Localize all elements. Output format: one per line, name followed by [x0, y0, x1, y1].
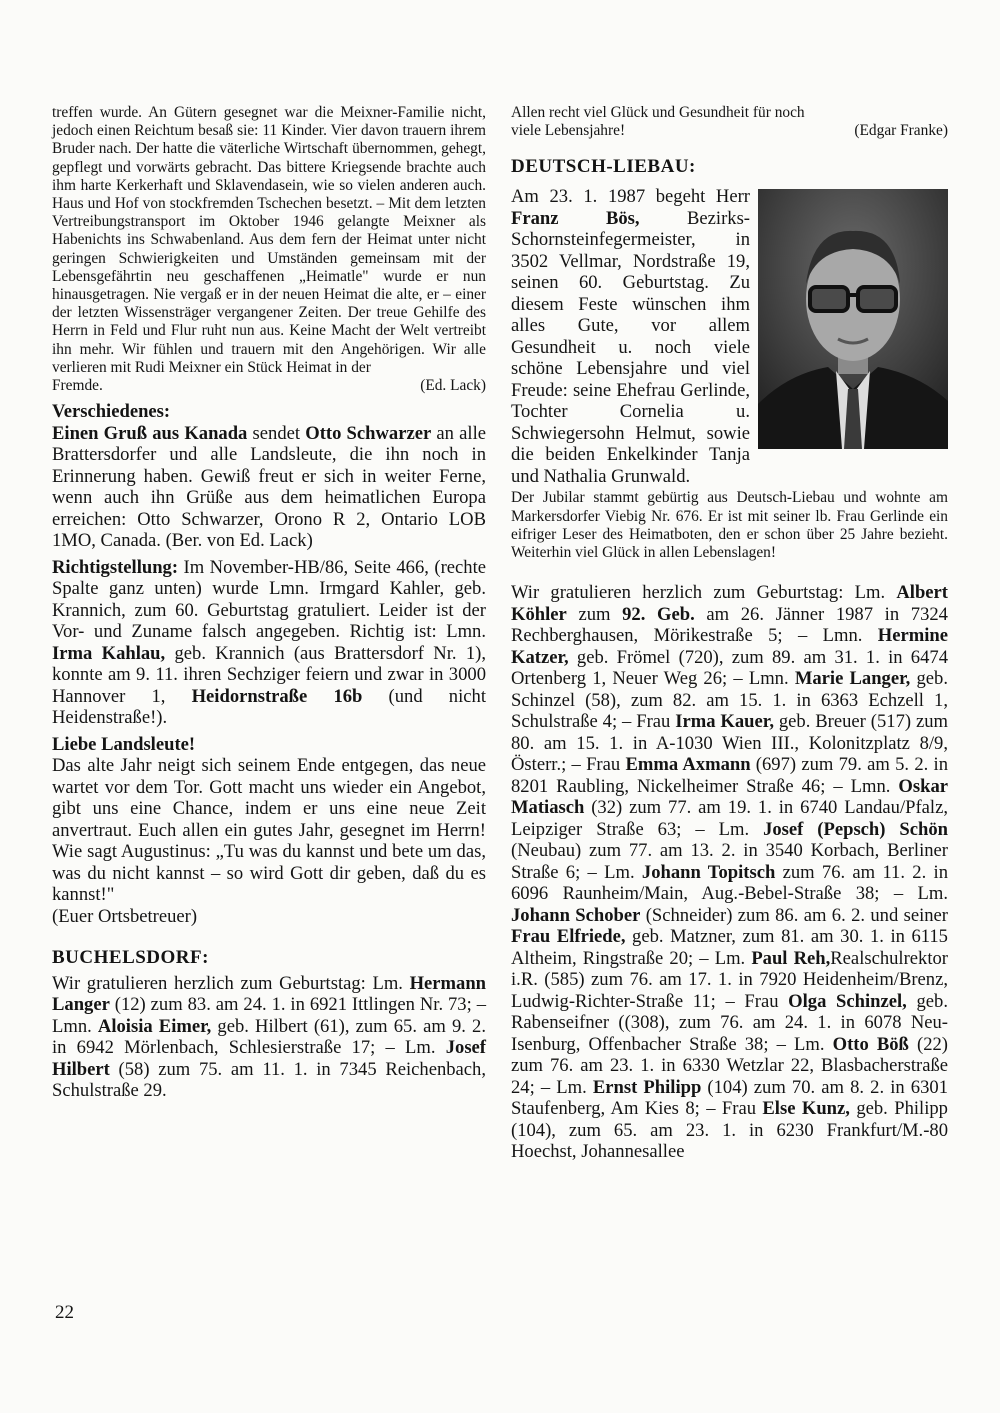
gb-text: geb. Philipp (104), zum 65. am 23. 1. in 6230 Frankfurt/M.-80 Hoechst, Johannesallee	[511, 1098, 948, 1163]
intro-closing	[511, 122, 948, 140]
gb-text: geb. Rabenseifner ((308), zum 76. am 24. 1. in 6078 Neu-Isenburg, Offenbacher Straße 38; – Lm.	[511, 990, 948, 1055]
obituary-last-line: Fremde.	[52, 377, 103, 395]
gb-text: zum 76. am 11. 2. in 6096 Raunheim/Main, Aug.-Bebel-Straße 38; – Lm.	[511, 861, 948, 905]
gb-text: Realschulrektor i.R. (585) zum 76. am 17. 1. in 7920 Heidenheim/Brenz, Ludwig-Richter-Straße 11; – Frau	[511, 947, 948, 1012]
gb-name: Otto Böß	[832, 1033, 909, 1055]
gb-text: geb. Matzner, zum 81. am 30. 1. in 6115 Altheim, Ringstraße 20; – Lm.	[511, 926, 948, 969]
gb-name: Johann Schober	[511, 904, 641, 926]
kanada-greeting	[52, 423, 486, 552]
landsleute-text: Das alte Jahr neigt sich seinem Ende entgegen, das neue wartet vor dem Tor. Gott macht uns wieder ein Angebot, gibt uns eine Chance, indem er uns eine neue Zeit anvertraut. Euch allen ein gutes Jahr, gesegnet im Herrn! Wie sagt Augustinus: „Tu was du kannst und bete um das, was du nicht kannst – so wird Gott dir geben, daß du es kannst!"	[52, 755, 486, 906]
gb-name: Olga Schinzel,	[788, 990, 907, 1012]
gb-text: (Schneider) zum 86. am 6. 2. und seiner	[640, 904, 948, 926]
page-number: 22	[55, 1302, 74, 1323]
richtigstellung-name: Irma Kahlau,	[52, 642, 166, 664]
kanada-text-2: an alle Brattersdorfer und alle Landsleute, die ihn noch in Erinnerung haben. Gewiß freut er sich in weiter Ferne, wenn auch ihn Grüße aus dem heimatlichen Europa erreichen: Otto Schwarzer, Orono R 2, Ontario LOB 1MO, Canada. (Ber. von Ed. Lack)	[52, 422, 486, 552]
intro-text: Allen recht viel Glück und Gesundheit für noch	[511, 104, 805, 121]
landsleute-heading: Liebe Landsleute!	[52, 733, 196, 755]
left-column	[52, 104, 486, 1102]
gb-text: geb. Schinzel (58), zum 82. am 15. 1. in 6363 Echzell 1, Schulstraße 4; – Frau	[511, 668, 948, 733]
gb-text: geb. Frömel (720), zum 89. am 31. 1. in 6474 Ortenberg 1, Neuer Weg 26; – Lmn.	[511, 646, 948, 690]
intro-signature: (Edgar Franke)	[854, 122, 948, 140]
verschiedenes-heading: Verschiedenes:	[52, 401, 171, 423]
verschiedenes-section	[52, 401, 486, 552]
obituary-section	[52, 104, 486, 395]
buchelsdorf-name-2: Aloisia Eimer,	[97, 1015, 212, 1037]
gb-name: Johann Topitsch	[641, 861, 776, 883]
gb-name: Oskar Matiasch	[511, 775, 948, 819]
gb-name: Paul Reh,	[751, 947, 831, 969]
right-column	[511, 104, 948, 1163]
intro-section	[511, 104, 948, 140]
gb-text: Wir gratulieren herzlich zum Geburtstag: Lm.	[511, 582, 897, 604]
landsleute-signature: (Euer Ortsbetreuer)	[52, 905, 198, 927]
obituary-signature: (Ed. Lack)	[420, 377, 486, 395]
richtigstellung-street: Heidornstraße 16b	[191, 685, 363, 707]
portrait-image	[758, 189, 948, 449]
richtigstellung-text-1: Im November-HB/86, Seite 466, (rechte Spalte ganz unten) wurde Lmn. Irmgard Kahler, geb. Krannich, zum 60. Geburtstag gratuliert. Leider ist der Vor- und Zuname falsch angegeben. Richtig ist: Lmn.	[52, 556, 486, 643]
deutsch-liebau-text-1: Am 23. 1. 1987 begeht Herr	[511, 186, 750, 208]
kanada-text-1: sendet	[247, 422, 306, 444]
gb-name: Frau Elfriede,	[511, 926, 626, 948]
buchelsdorf-name-1: Hermann Langer	[52, 972, 486, 1016]
buchelsdorf-text-4: (58) zum 75. am 11. 1. in 7345 Reichenbach, Schulstraße 29.	[52, 1058, 486, 1102]
gb-text: am 26. Jänner 1987 in 7324 Rechberghausen, Mörikestraße 5; – Lmn.	[511, 603, 948, 647]
gb-name: Josef (Pepsch) Schön	[763, 818, 948, 840]
deutsch-liebau-section	[511, 186, 948, 562]
landsleute-section	[52, 734, 486, 928]
deutsch-liebau-heading: DEUTSCH-LIEBAU:	[511, 156, 696, 178]
richtigstellung-label: Richtigstellung:	[52, 556, 179, 578]
geburtstage-text	[511, 582, 948, 1163]
deutsch-liebau-text-2: Bezirks-Schornsteinfegermeister, in 3502 Vellmar, Nordstraße 19, seinen 60. Geburtstag. Zu diesem Feste wünschen ihm alles Gute, vor allem Gesundheit u. noch viele schöne Lebensjahre und viel Freude: seine Ehefrau Gerlinde, Tochter Cornelia u. Schwiegersohn Helmut, sowie die beiden Enkelkinder Tanja und Nathalia Grunwald.	[511, 207, 750, 487]
buchelsdorf-name-3: Josef Hilbert	[52, 1037, 486, 1080]
buchelsdorf-text	[52, 973, 486, 1102]
gb-text: (32) zum 77. am 19. 1. in 6740 Landau/Pfalz, Leipziger Straße 63; – Lm.	[511, 797, 948, 840]
gb-name: Emma Axmann	[625, 754, 751, 776]
gb-text: (697) zum 79. am 5. 2. in 8201 Raubling, Nickelheimer Straße 46; – Lmn.	[511, 754, 948, 797]
gb-name: Marie Langer,	[794, 668, 911, 690]
gb-name: Albert Köhler	[511, 582, 948, 625]
jubilar-name: Franz Bös,	[511, 207, 640, 229]
gb-name: Irma Kauer,	[675, 711, 774, 733]
buchelsdorf-heading: BUCHELSDORF:	[52, 947, 209, 969]
buchelsdorf-text-2: (12) zum 83. am 24. 1. in 6921 Ittlingen Nr. 73; – Lmn.	[52, 994, 486, 1037]
gb-name: Else Kunz,	[762, 1098, 850, 1120]
obituary-closing	[52, 377, 486, 395]
gb-name: Hermine Katzer,	[511, 625, 948, 668]
richtigstellung-text-2: geb. Krannich (aus Brattersdorf Nr. 1), konnte am 9. 11. ihren Sechziger feiern und zwar in 3000 Hannover 1,	[52, 642, 486, 707]
jubilar-note: Der Jubilar stammt gebürtig aus Deutsch-Liebau und wohnte am Markersdorfer Viebig Nr. 676. Er ist mit seiner lb. Frau Gerlinde ein eifriger Leser des Heimatboten, den er schon über 25 Jahre bezieht. Weiterhin viel Glück in allen Lebenslagen!	[511, 489, 948, 562]
gb-name: 92. Geb.	[622, 603, 695, 625]
gb-text: (104) zum 70. am 8. 2. in 6301 Staufenberg, Am Kies 8; – Frau	[511, 1076, 948, 1120]
geburtstage-section	[511, 582, 948, 1163]
buchelsdorf-section	[52, 947, 486, 1102]
intro-last-line: viele Lebensjahre!	[511, 122, 626, 140]
buchelsdorf-text-1: Wir gratulieren herzlich zum Geburtstag: Lm.	[52, 972, 410, 994]
gb-text: zum	[566, 603, 623, 625]
kanada-lead: Einen Gruß aus Kanada	[52, 422, 248, 444]
buchelsdorf-text-3: geb. Hilbert (61), zum 65. am 9. 2. in 6942 Mörlenbach, Schlesierstraße 17; – Lm.	[52, 1015, 486, 1059]
kanada-name: Otto Schwarzer	[305, 422, 432, 444]
gb-name: Ernst Philipp	[592, 1076, 702, 1098]
richtigstellung-section	[52, 557, 486, 729]
gb-text: (22) zum 76. am 23. 1. in 6330 Wetzlar 22, Blasbacherstraße 24; – Lm.	[511, 1033, 948, 1098]
richtigstellung-text	[52, 557, 486, 729]
richtigstellung-text-3: (und nicht Heidenstraße!).	[52, 685, 486, 729]
gb-text: geb. Breuer (517) zum 80. am 15. 1. in A-1030 Wien III., Kolonitzplatz 8/9, Österr.; – Frau	[511, 711, 948, 776]
gb-text: (Neubau) zum 77. am 13. 2. in 3540 Korbach, Berliner Straße 6; – Lm.	[511, 840, 948, 883]
obituary-text: treffen wurde. An Gütern gesegnet war die Meixner-Familie nicht, jedoch einen Reichtum besaß sie: 11 Kinder. Vier davon trauern ihrem Bruder nach. Der hatte die väterliche Wirtschaft übernommen, gehegt, gepflegt und vorwärts gebracht. Das bittere Kriegsende brachte auch ihm harte Kerkerhaft und Sklavendasein, wie so vielen anderen auch. Haus und Hof von stockfremden Tschechen besetzt. – Mit dem letzten Vertreibungstransport im Oktober 1946 gelangte Meixner als Habenichts ins Schwabenland. Aus dem fern der Heimat unter nicht geringen Schwierigkeiten und Umständen gemeinsam mit der Lebensgefährtin neu geschaffenen „Heimatle" wurde er nun hinausgetragen. Nie vergaß er in der neuen Heimat die alte, er – einer der letzten Wissensträger vergangener Zeiten. Der treue Gehilfe des Herrn in Feld und Flur ruht nun aus. Keine Macht der Welt vertreibt ihn mehr. Wir fühlen und trauern mit den Angehörigen. Wir alle verlieren mit Rudi Meixner ein Stück Heimat in der	[52, 104, 486, 376]
portrait-photo	[758, 189, 948, 449]
